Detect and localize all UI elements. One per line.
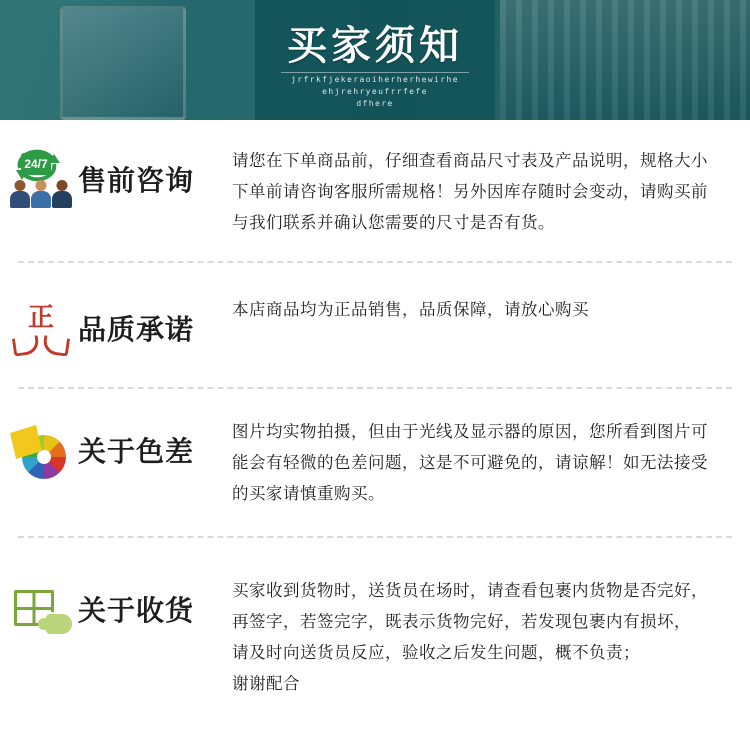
section-receiving-line-3: 请及时向送货员反应，验收之后发生问题，概不负责； <box>232 644 640 662</box>
section-receiving-line-2: 再签字，若签完字，既表示货物完好，若发现包裹内有损坏， <box>232 613 691 631</box>
quality-guarantee-icon <box>10 297 72 359</box>
badge-zheng: 正 <box>27 303 54 333</box>
section-receiving-label: 关于收货 <box>78 594 195 627</box>
section-receiving <box>0 538 750 720</box>
avatar-person-1 <box>10 180 30 208</box>
section-color-body <box>232 415 736 510</box>
avatar-person-3 <box>52 180 72 208</box>
section-quality <box>0 263 750 387</box>
color-wheel-icon <box>10 419 72 481</box>
header-subtitle-line-1: jrfrkfjekeraoiherherhewirhe <box>291 75 459 84</box>
section-presale-line-3: 与我们联系并确认您需要的尺寸是否有货。 <box>232 214 555 232</box>
section-color <box>0 389 750 536</box>
section-receiving-body <box>232 574 736 700</box>
section-presale-label: 售前咨询 <box>78 164 195 197</box>
header-title-panel <box>255 0 495 120</box>
header-divider <box>281 72 469 73</box>
hand-left-icon <box>12 335 40 356</box>
section-presale <box>0 120 750 261</box>
section-receiving-heading <box>10 574 232 640</box>
section-color-label: 关于色差 <box>78 435 195 468</box>
section-presale-heading <box>10 144 232 210</box>
section-color-line-3: 的买家请慎重购买。 <box>232 485 385 503</box>
hand-right-icon <box>42 335 70 356</box>
header-subtitle <box>255 74 495 110</box>
page-header <box>0 0 750 120</box>
section-quality-heading <box>10 293 232 359</box>
section-receiving-line-4: 谢谢配合 <box>232 675 300 693</box>
support-247-icon <box>10 148 72 210</box>
header-subtitle-line-3: dfhere <box>356 99 394 108</box>
section-color-heading <box>10 415 232 481</box>
section-color-line-2: 能会有轻微的色差问题，这是不可避免的，请谅解！如无法接受 <box>232 454 708 472</box>
package-delivery-icon <box>10 578 72 640</box>
section-quality-label: 品质承诺 <box>78 313 195 346</box>
section-quality-line-1: 本店商品均为正品销售，品质保障，请放心购买 <box>232 301 589 319</box>
section-presale-line-1: 请您在下单商品前，仔细查看商品尺寸表及产品说明，规格大小 <box>232 152 708 170</box>
section-color-line-1: 图片均实物拍摄，但由于光线及显示器的原因，您所看到图片可 <box>232 423 708 441</box>
section-quality-body <box>232 293 736 326</box>
badge-247: 24/7 <box>21 153 51 175</box>
notice-sections <box>0 120 750 720</box>
section-presale-line-2: 下单前请咨询客服所需规格！另外因库存随时会变动，请购买前 <box>232 183 708 201</box>
section-receiving-line-1: 买家收到货物时，送货员在场时，请查看包裹内货物是否完好， <box>232 582 708 600</box>
avatar-person-2 <box>31 180 51 208</box>
delivery-hand-icon <box>46 614 72 634</box>
header-subtitle-line-2: ehjrehryeufrrfefe <box>322 87 428 96</box>
page-title: 买家须知 <box>287 22 463 69</box>
section-presale-body <box>232 144 736 239</box>
